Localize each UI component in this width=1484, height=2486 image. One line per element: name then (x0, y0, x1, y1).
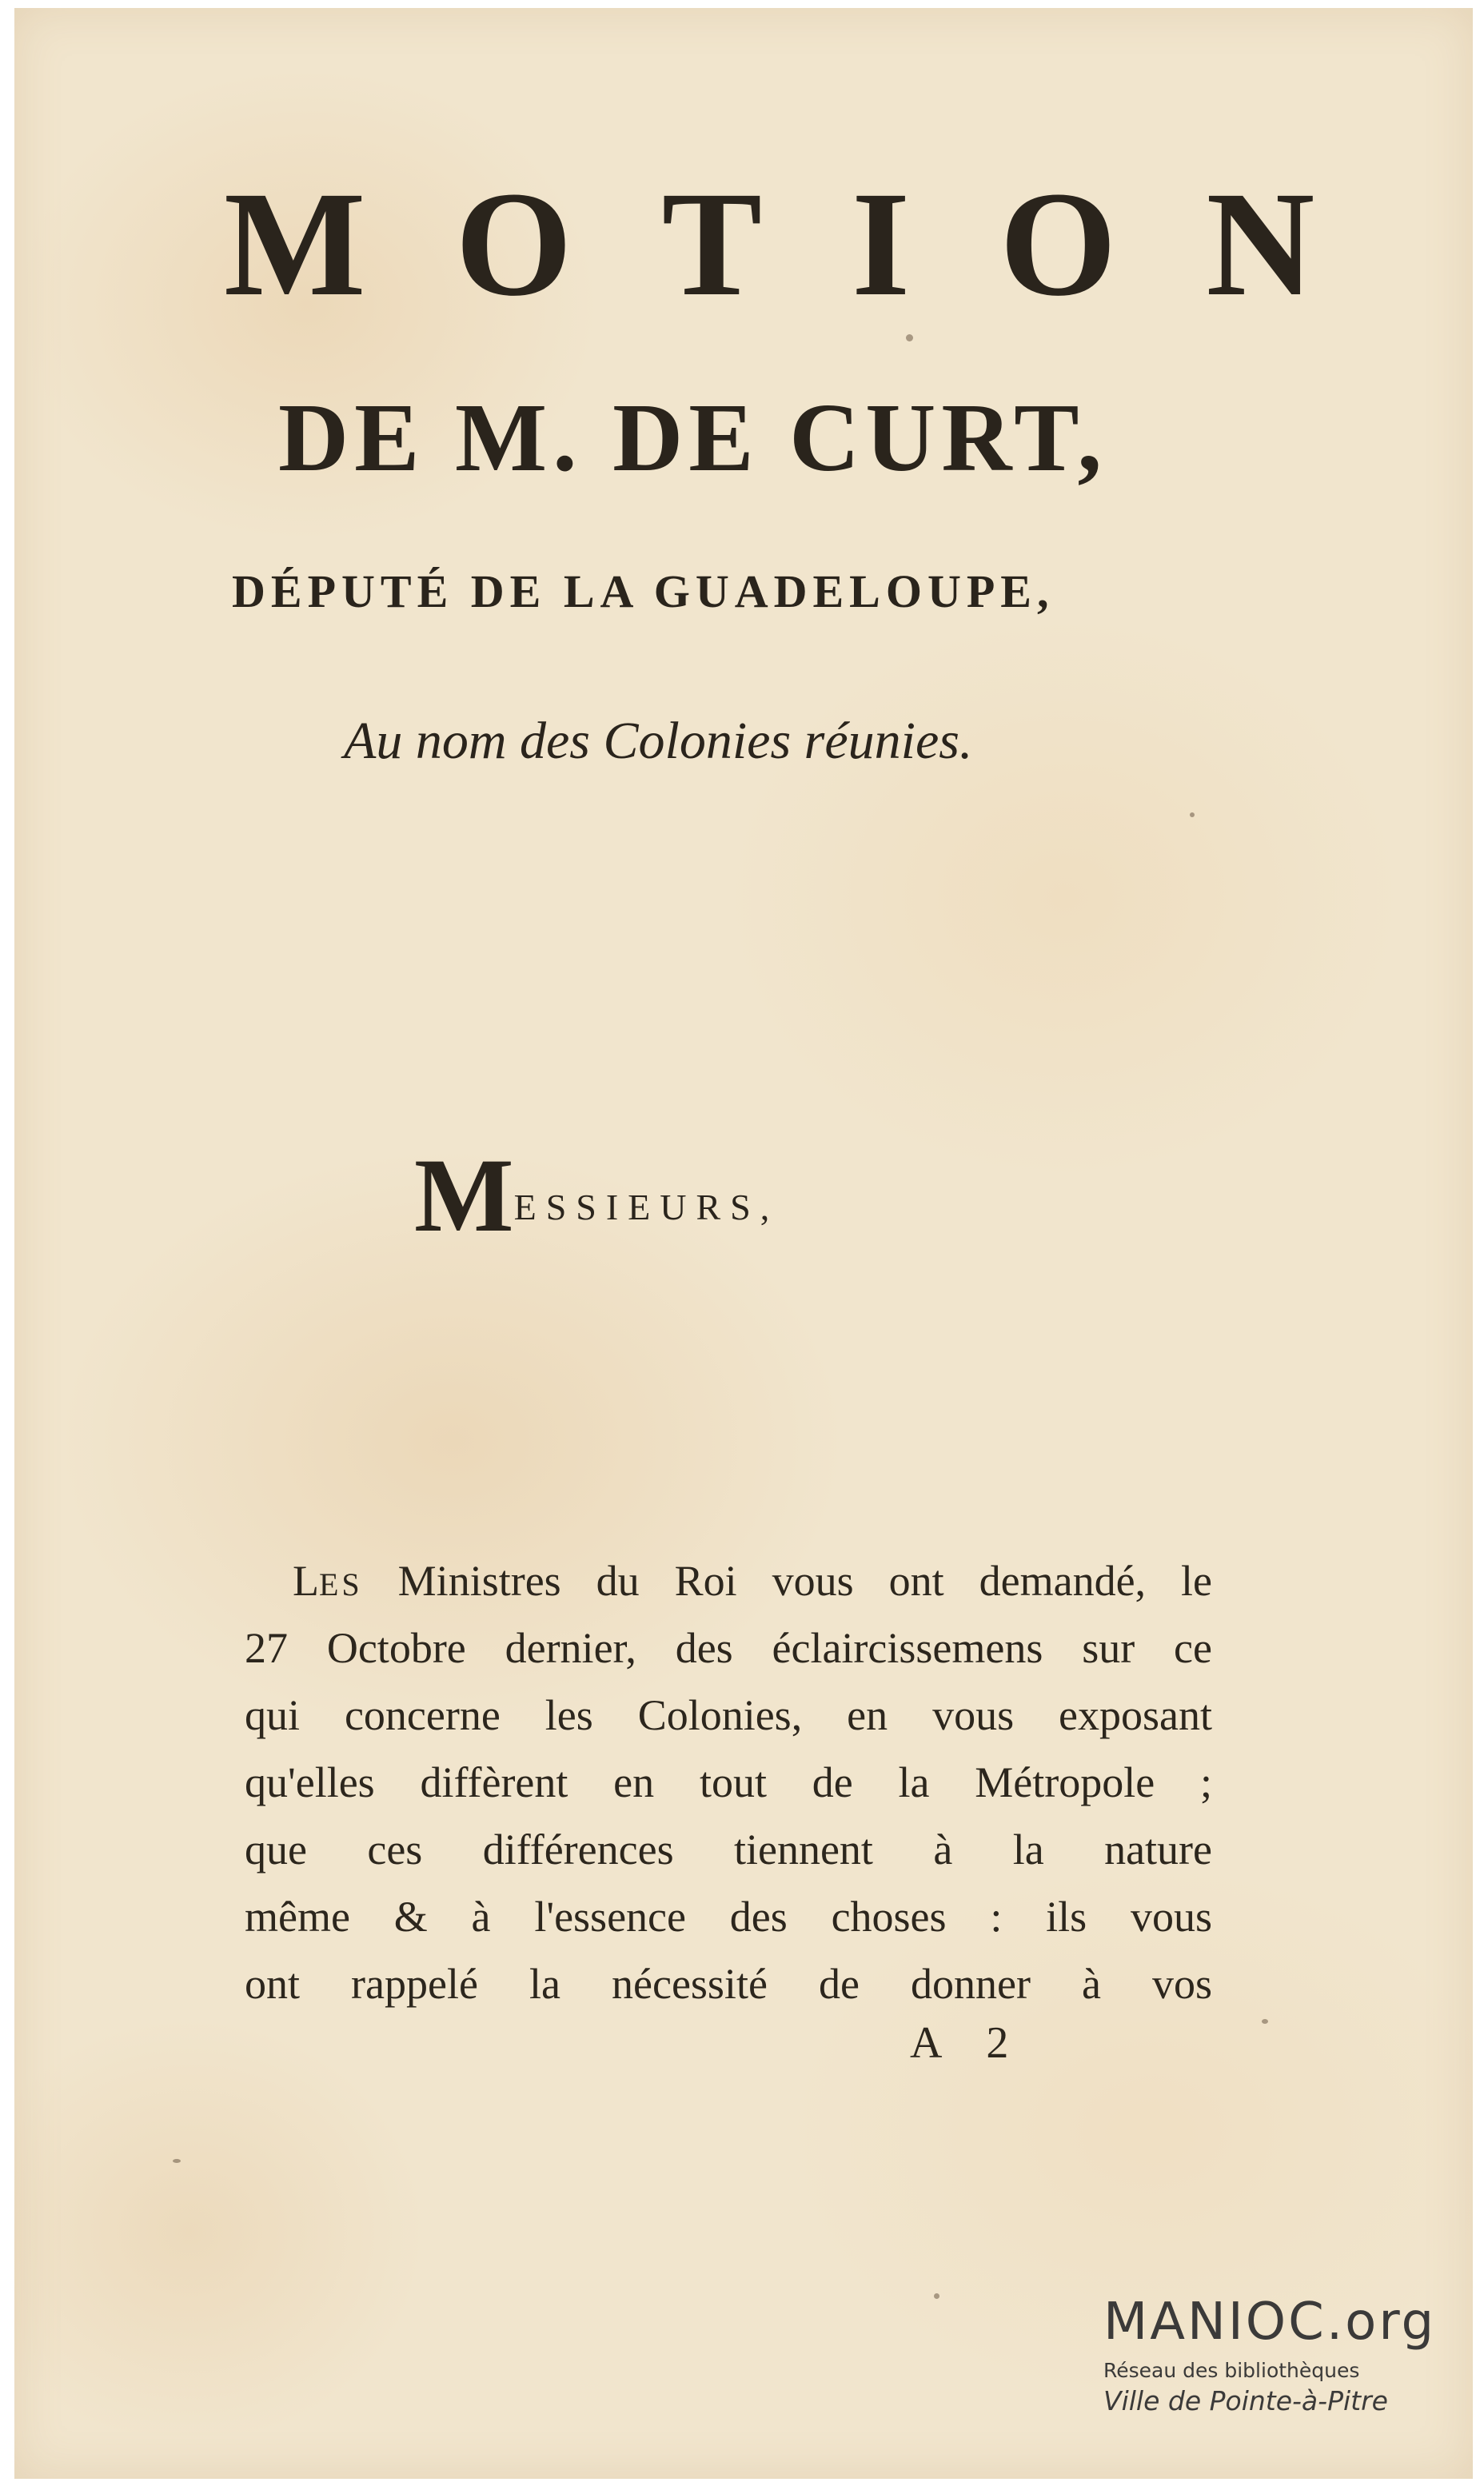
body-line: 27 Octobre dernier, des éclaircissemens sur ce (245, 1624, 1212, 1672)
ink-speck (934, 2293, 939, 2299)
salutation-rest: ESSIEURS, (513, 1187, 780, 1227)
ink-speck (173, 2159, 181, 2163)
body-line: ont rappelé la nécessité de donner à vos (245, 1960, 1212, 2008)
body-line (245, 1547, 1212, 1614)
first-word-rest: ES (319, 1566, 363, 1602)
watermark-network: Réseau des bibliothèques (1103, 2359, 1360, 2382)
body-paragraph (245, 1547, 1212, 2017)
salutation (414, 1135, 779, 1255)
ink-speck (1262, 2019, 1268, 2024)
on-behalf-of-line: Au nom des Colonies réunies. (344, 712, 973, 770)
ink-speck (1190, 812, 1195, 817)
body-line: même & à l'essence des choses : ils vous (245, 1893, 1212, 1941)
scanned-page (14, 8, 1473, 2479)
deputy-name: DE M. DE CURT, (278, 384, 1107, 492)
first-word-initial: L (293, 1557, 319, 1605)
body-line: qui concerne les Colonies, en vous exposant (245, 1691, 1212, 1739)
manioc-logo: MANIOC.org (1103, 2292, 1437, 2352)
body-line-text: Ministres du Roi vous ont demandé, le (362, 1557, 1212, 1605)
watermark-city: Ville de Pointe-à-Pitre (1103, 2385, 1388, 2416)
body-line: qu'elles diffèrent en tout de la Métropole ; (245, 1758, 1212, 1806)
ink-speck (906, 334, 913, 341)
document-title: MOTION (224, 160, 1405, 327)
manioc-watermark (1103, 2293, 1471, 2418)
signature-mark: A 2 (910, 2018, 1027, 2068)
body-line: que ces différences tiennent à la nature (245, 1826, 1212, 1873)
deputy-title: DÉPUTÉ DE LA GUADELOUPE, (232, 565, 1055, 617)
salutation-initial: M (414, 1136, 514, 1254)
